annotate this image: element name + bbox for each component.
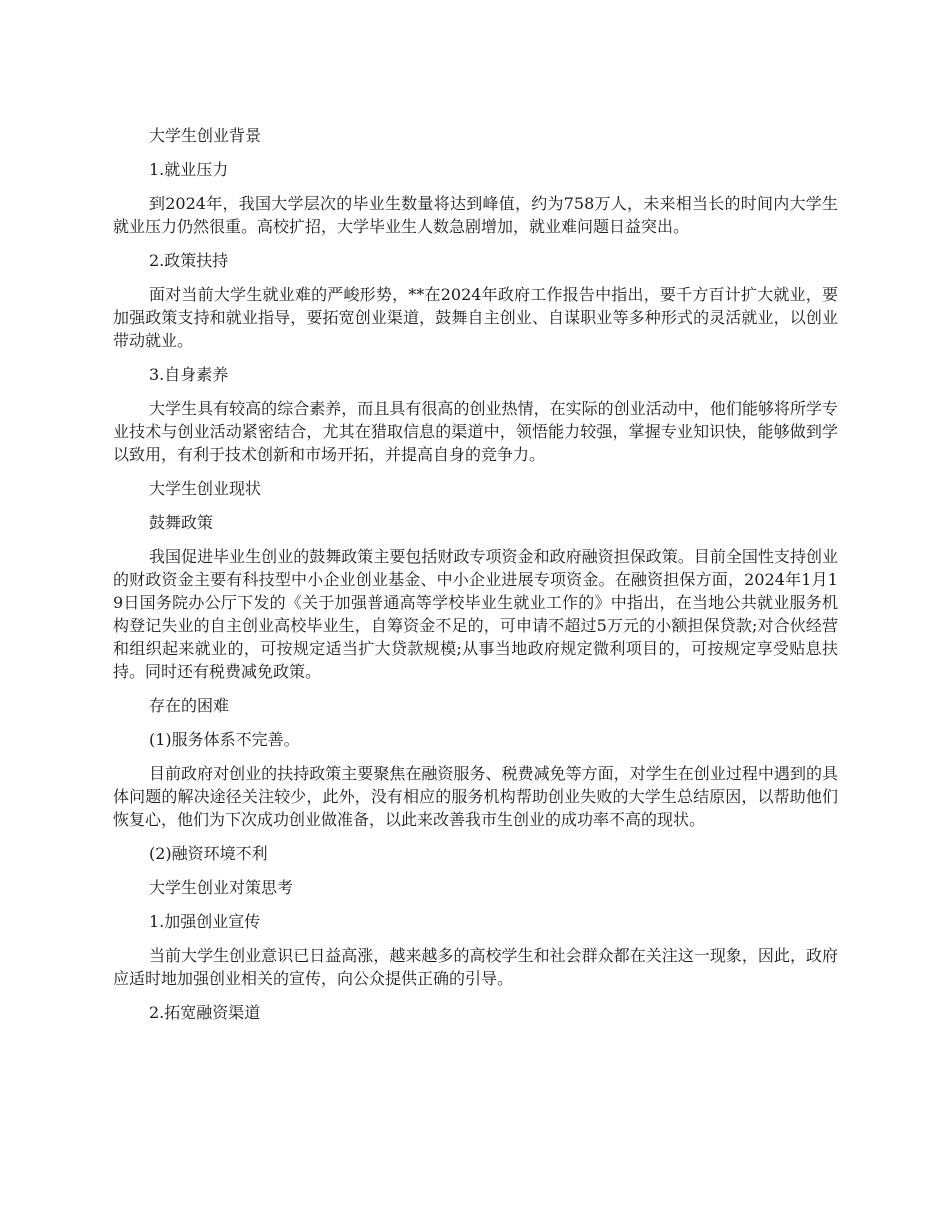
paragraph-service-system: 目前政府对创业的扶持政策主要聚焦在融资服务、税费减免等方面，对学生在创业过程中遇到的具体问题的解决途径关注较少，此外，没有相应的服务机构帮助创业失败的大学生总结原因，以帮助他们恢复心，他们为下次成功创业做准备，以此来改善我市生创业的成功率不高的现状。 [113, 764, 838, 829]
subheading-service-system: (1)服务体系不完善。 [149, 730, 300, 749]
document-page [113, 124, 838, 1035]
section-heading-status: 大学生创业现状 [149, 479, 262, 498]
paragraph-encouragement-policy: 我国促进毕业生创业的鼓舞政策主要包括财政专项资金和政府融资担保政策。目前全国性支持创业的财政资金主要有科技型中小企业创业基金、中小企业进展专项资金。在融资担保方面，2024年1月19日国务院办公厅下发的《关于加强普通高等学校毕业生就业工作的》中指出，在当地公共就业服务机构登记失业的自主创业高校毕业生，自筹资金不足的，可申请不超过5万元的小额担保贷款;对合伙经营和组织起来就业的，可按规定适当扩大贷款规模;从事当地政府规定微利项目的，可按规定享受贴息扶持。同时还有税费减免政策。 [113, 547, 838, 681]
subheading-difficulties: 存在的困难 [149, 696, 230, 715]
subheading-policy-support: 2.政策扶持 [149, 251, 229, 270]
subheading-encouragement-policy: 鼓舞政策 [149, 513, 214, 532]
subheading-financing-channels: 2.拓宽融资渠道 [149, 1003, 261, 1022]
paragraph-policy-support: 面对当前大学生就业难的严峻形势，**在2024年政府工作报告中指出，要千方百计扩大就业，要加强政策支持和就业指导，要拓宽创业渠道，鼓舞自主创业、自谋职业等多种形式的灵活就业，以创业带动就业。 [113, 285, 838, 350]
paragraph-promotion: 当前大学生创业意识已日益高涨，越来越多的高校学生和社会群众都在关注这一现象，因此，政府应适时地加强创业相关的宣传，向公众提供正确的引导。 [113, 946, 838, 988]
subheading-personal-quality: 3.自身素养 [149, 365, 229, 384]
subheading-financing-environment: (2)融资环境不利 [149, 844, 268, 863]
section-heading-countermeasures: 大学生创业对策思考 [149, 878, 294, 897]
section-heading-background: 大学生创业背景 [149, 126, 262, 145]
paragraph-personal-quality: 大学生具有较高的综合素养，而且具有很高的创业热情，在实际的创业活动中，他们能够将所学专业技术与创业活动紧密结合，尤其在猎取信息的渠道中，领悟能力较强，掌握专业知识快，能够做到学以致用，有利于技术创新和市场开拓，并提高自身的竞争力。 [113, 399, 838, 464]
subheading-employment-pressure: 1.就业压力 [149, 160, 229, 179]
subheading-promotion: 1.加强创业宣传 [149, 912, 261, 931]
paragraph-employment-pressure: 到2024年，我国大学层次的毕业生数量将达到峰值，约为758万人，未来相当长的时间内大学生就业压力仍然很重。高校扩招，大学毕业生人数急剧增加，就业难问题日益突出。 [113, 194, 838, 236]
